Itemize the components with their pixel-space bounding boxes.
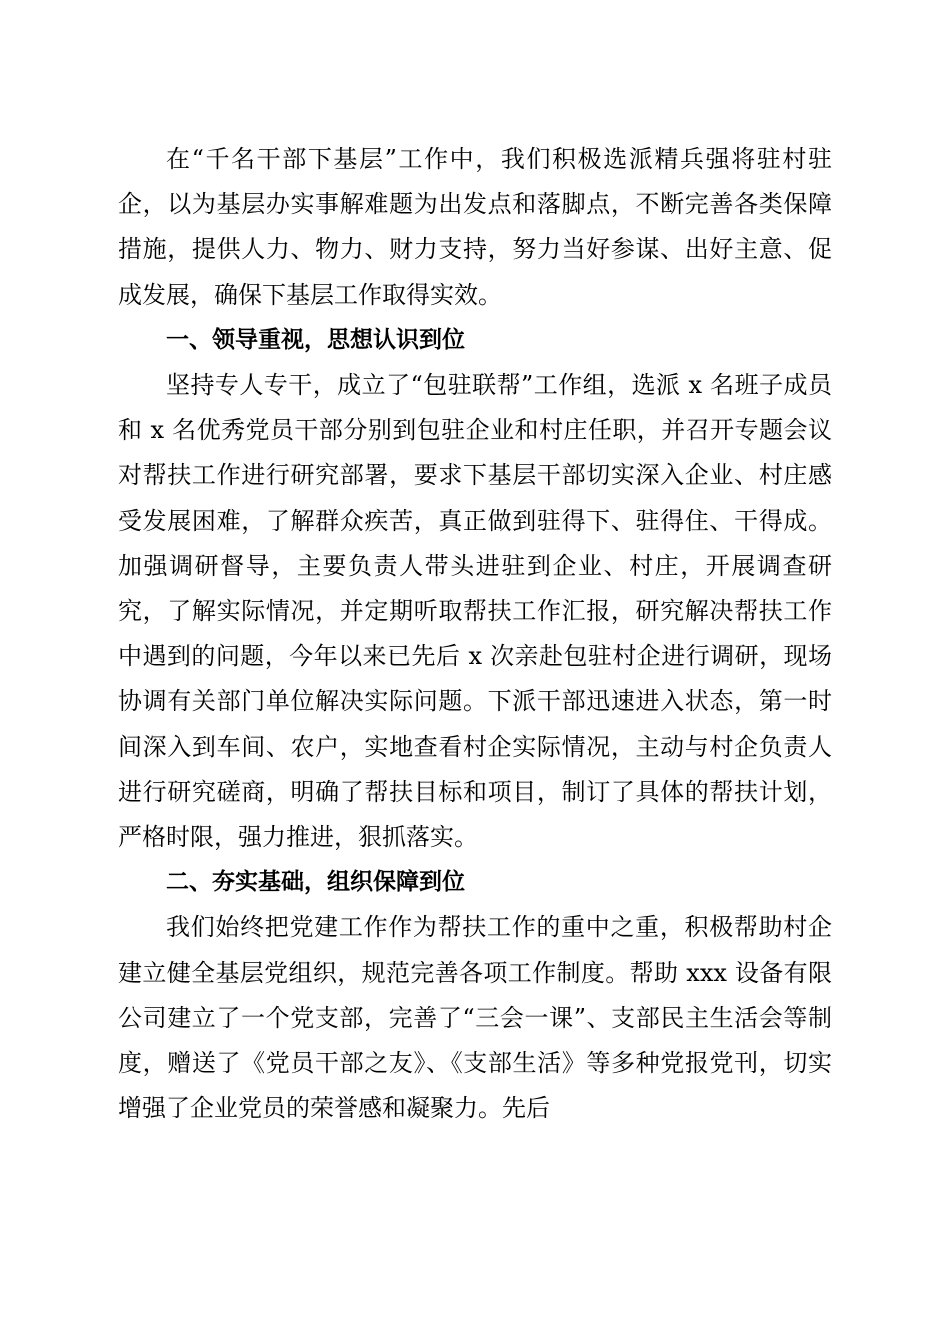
section-1-heading: 一、领导重视，思想认识到位 (166, 326, 465, 353)
section-2-heading: 二、夯实基础，组织保障到位 (166, 869, 465, 896)
section-1-paragraph: 坚持专人专干，成立了“包驻联帮”工作组，选派 x 名班子成员和 x 名优秀党员干部分别到包驻企业和村庄任职，并召开专题会议对帮扶工作进行研究部署，要求下基层干部切实深入企业、村庄感受发展困难，了解群众疾苦，真正做到驻得下、驻得住、干得成。加强调研督导，主要负责人带头进驻到企业、村庄，开展调查研究，了解实际情况，并定期听取帮扶工作汇报，研究解决帮扶工作中遇到的问题，今年以来已先后 x 次亲赴包驻村企进行调研，现场协调有关部门单位解决实际问题。下派干部迅速进入状态，第一时间深入到车间、农户，实地查看村企实际情况，主动与村企负责人进行研究磋商，明确了帮扶目标和项目，制订了具体的帮扶计划，严格时限，强力推进，狠抓落实。 (118, 371, 832, 852)
document-page (118, 137, 832, 1131)
intro-paragraph: 在“千名干部下基层”工作中，我们积极选派精兵强将驻村驻企，以为基层办实事解难题为出发点和落脚点，不断完善各类保障措施，提供人力、物力、财力支持，努力当好参谋、出好主意、促成发展，确保下基层工作取得实效。 (118, 145, 832, 309)
section-2-paragraph: 我们始终把党建工作作为帮扶工作的重中之重，积极帮助村企建立健全基层党组织，规范完善各项工作制度。帮助 xxx 设备有限公司建立了一个党支部，完善了“三会一课”、支部民主生活会等制度，赠送了《党员干部之友》、《支部生活》等多种党报党刊，切实增强了企业党员的荣誉感和凝聚力。先后 (118, 913, 832, 1123)
